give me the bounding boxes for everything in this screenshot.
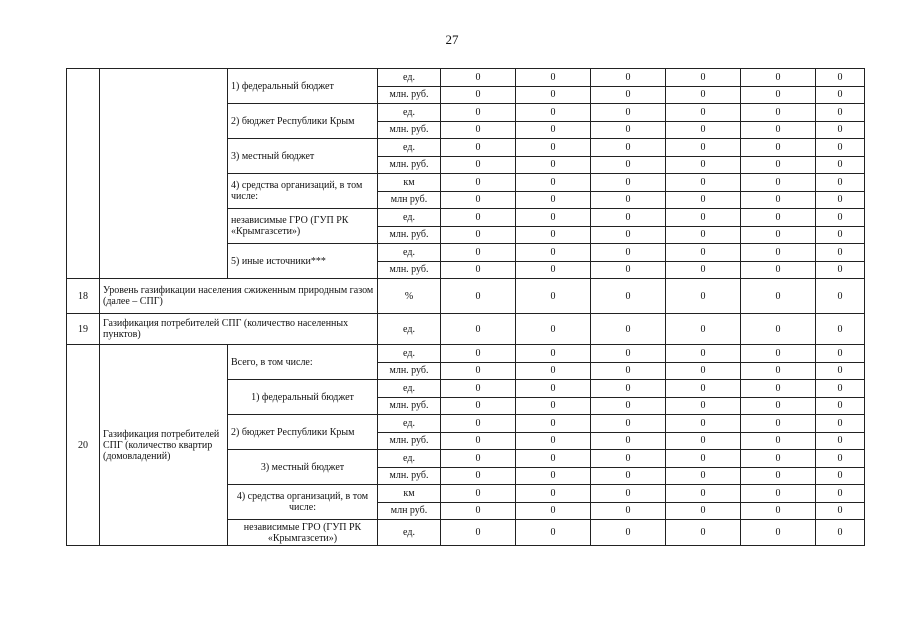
source-label: независимые ГРО (ГУП РК «Крымгазсети») <box>228 209 378 244</box>
value-cell: 0 <box>666 191 741 209</box>
value-cell: 0 <box>816 467 865 485</box>
value-cell: 0 <box>516 226 591 244</box>
value-cell: 0 <box>441 191 516 209</box>
unit-cell: млн. руб. <box>378 226 441 244</box>
value-cell: 0 <box>516 279 591 314</box>
indicator-label: Газификация потребителей СПГ (количество населенных пунктов) <box>100 314 378 345</box>
value-cell: 0 <box>591 345 666 363</box>
value-cell: 0 <box>516 156 591 174</box>
value-cell: 0 <box>741 279 816 314</box>
value-cell: 0 <box>441 209 516 227</box>
value-cell: 0 <box>666 380 741 398</box>
value-cell: 0 <box>516 450 591 468</box>
value-cell: 0 <box>591 261 666 279</box>
value-cell: 0 <box>741 139 816 157</box>
value-cell: 0 <box>666 121 741 139</box>
value-cell: 0 <box>516 432 591 450</box>
source-label: 2) бюджет Республики Крым <box>228 415 378 450</box>
value-cell: 0 <box>441 467 516 485</box>
value-cell: 0 <box>591 415 666 433</box>
value-cell: 0 <box>741 502 816 520</box>
value-cell: 0 <box>516 380 591 398</box>
value-cell: 0 <box>441 279 516 314</box>
value-cell: 0 <box>816 397 865 415</box>
value-cell: 0 <box>666 520 741 546</box>
unit-cell: млн. руб. <box>378 121 441 139</box>
unit-cell: млн. руб. <box>378 467 441 485</box>
value-cell: 0 <box>816 279 865 314</box>
value-cell: 0 <box>516 485 591 503</box>
value-cell: 0 <box>816 415 865 433</box>
value-cell: 0 <box>441 226 516 244</box>
source-label: 5) иные источники*** <box>228 244 378 279</box>
value-cell: 0 <box>666 345 741 363</box>
value-cell: 0 <box>516 139 591 157</box>
value-cell: 0 <box>666 226 741 244</box>
value-cell: 0 <box>816 380 865 398</box>
value-cell: 0 <box>816 69 865 87</box>
value-cell: 0 <box>441 121 516 139</box>
value-cell: 0 <box>441 314 516 345</box>
value-cell: 0 <box>816 121 865 139</box>
value-cell: 0 <box>591 156 666 174</box>
value-cell: 0 <box>441 261 516 279</box>
table-row <box>67 69 865 87</box>
source-label: Всего, в том числе: <box>228 345 378 380</box>
value-cell: 0 <box>516 69 591 87</box>
value-cell: 0 <box>591 520 666 546</box>
unit-cell: ед. <box>378 345 441 363</box>
value-cell: 0 <box>516 209 591 227</box>
row-number-cell: 20 <box>67 345 100 546</box>
value-cell: 0 <box>741 156 816 174</box>
indicator-label: Уровень газификации населения сжиженным природным газом (далее – СПГ) <box>100 279 378 314</box>
value-cell: 0 <box>741 121 816 139</box>
unit-cell: % <box>378 279 441 314</box>
source-label: 4) средства организаций, в том числе: <box>228 485 378 520</box>
unit-cell: млн. руб. <box>378 397 441 415</box>
value-cell: 0 <box>591 104 666 122</box>
value-cell: 0 <box>666 415 741 433</box>
value-cell: 0 <box>441 502 516 520</box>
value-cell: 0 <box>591 432 666 450</box>
unit-cell: ед. <box>378 244 441 262</box>
value-cell: 0 <box>441 520 516 546</box>
value-cell: 0 <box>666 69 741 87</box>
value-cell: 0 <box>816 345 865 363</box>
table-row <box>67 279 865 314</box>
unit-cell: млн. руб. <box>378 362 441 380</box>
source-label: 1) федеральный бюджет <box>228 69 378 104</box>
value-cell: 0 <box>591 362 666 380</box>
value-cell: 0 <box>666 209 741 227</box>
value-cell: 0 <box>816 520 865 546</box>
value-cell: 0 <box>816 502 865 520</box>
value-cell: 0 <box>591 450 666 468</box>
indicator-label: Газификация потребителей СПГ (количество квартир (домовладений) <box>100 345 228 546</box>
value-cell: 0 <box>816 450 865 468</box>
value-cell: 0 <box>816 86 865 104</box>
value-cell: 0 <box>441 244 516 262</box>
indicator-cell <box>100 69 228 279</box>
value-cell: 0 <box>441 362 516 380</box>
value-cell: 0 <box>441 450 516 468</box>
value-cell: 0 <box>516 397 591 415</box>
value-cell: 0 <box>441 174 516 192</box>
value-cell: 0 <box>591 485 666 503</box>
source-label: 3) местный бюджет <box>228 450 378 485</box>
value-cell: 0 <box>516 104 591 122</box>
value-cell: 0 <box>666 314 741 345</box>
value-cell: 0 <box>516 121 591 139</box>
value-cell: 0 <box>741 485 816 503</box>
value-cell: 0 <box>516 261 591 279</box>
unit-cell: ед. <box>378 450 441 468</box>
value-cell: 0 <box>816 432 865 450</box>
value-cell: 0 <box>741 397 816 415</box>
value-cell: 0 <box>741 314 816 345</box>
value-cell: 0 <box>441 380 516 398</box>
unit-cell: ед. <box>378 69 441 87</box>
value-cell: 0 <box>516 345 591 363</box>
unit-cell: млн руб. <box>378 191 441 209</box>
unit-cell: млн. руб. <box>378 432 441 450</box>
page-number: 27 <box>445 32 459 47</box>
value-cell: 0 <box>441 397 516 415</box>
table-row <box>67 314 865 345</box>
value-cell: 0 <box>516 191 591 209</box>
value-cell: 0 <box>816 485 865 503</box>
value-cell: 0 <box>441 485 516 503</box>
unit-cell: ед. <box>378 380 441 398</box>
value-cell: 0 <box>516 86 591 104</box>
source-label: 1) федеральный бюджет <box>228 380 378 415</box>
value-cell: 0 <box>816 261 865 279</box>
value-cell: 0 <box>741 69 816 87</box>
value-cell: 0 <box>741 450 816 468</box>
value-cell: 0 <box>816 244 865 262</box>
value-cell: 0 <box>666 502 741 520</box>
source-label: независимые ГРО (ГУП РК «Крымгазсети») <box>228 520 378 546</box>
value-cell: 0 <box>816 174 865 192</box>
unit-cell: ед. <box>378 139 441 157</box>
unit-cell: млн. руб. <box>378 86 441 104</box>
value-cell: 0 <box>741 191 816 209</box>
source-label: 3) местный бюджет <box>228 139 378 174</box>
value-cell: 0 <box>741 345 816 363</box>
unit-cell: ед. <box>378 520 441 546</box>
value-cell: 0 <box>591 397 666 415</box>
value-cell: 0 <box>816 314 865 345</box>
value-cell: 0 <box>666 261 741 279</box>
value-cell: 0 <box>516 244 591 262</box>
value-cell: 0 <box>741 415 816 433</box>
value-cell: 0 <box>816 362 865 380</box>
value-cell: 0 <box>816 226 865 244</box>
source-label: 2) бюджет Республики Крым <box>228 104 378 139</box>
value-cell: 0 <box>741 467 816 485</box>
value-cell: 0 <box>741 209 816 227</box>
value-cell: 0 <box>591 244 666 262</box>
value-cell: 0 <box>666 244 741 262</box>
value-cell: 0 <box>666 485 741 503</box>
value-cell: 0 <box>741 244 816 262</box>
value-cell: 0 <box>741 226 816 244</box>
value-cell: 0 <box>591 191 666 209</box>
value-cell: 0 <box>666 432 741 450</box>
value-cell: 0 <box>591 209 666 227</box>
table-row <box>67 345 865 363</box>
unit-cell: км <box>378 485 441 503</box>
value-cell: 0 <box>516 314 591 345</box>
value-cell: 0 <box>591 380 666 398</box>
value-cell: 0 <box>516 467 591 485</box>
value-cell: 0 <box>441 104 516 122</box>
value-cell: 0 <box>741 520 816 546</box>
value-cell: 0 <box>666 279 741 314</box>
unit-cell: ед. <box>378 415 441 433</box>
unit-cell: млн руб. <box>378 502 441 520</box>
value-cell: 0 <box>741 86 816 104</box>
row-number-cell: 18 <box>67 279 100 314</box>
value-cell: 0 <box>441 432 516 450</box>
unit-cell: ед. <box>378 209 441 227</box>
value-cell: 0 <box>741 432 816 450</box>
value-cell: 0 <box>591 121 666 139</box>
value-cell: 0 <box>591 86 666 104</box>
value-cell: 0 <box>441 139 516 157</box>
value-cell: 0 <box>591 226 666 244</box>
value-cell: 0 <box>666 139 741 157</box>
value-cell: 0 <box>516 415 591 433</box>
value-cell: 0 <box>591 139 666 157</box>
value-cell: 0 <box>741 362 816 380</box>
value-cell: 0 <box>591 314 666 345</box>
value-cell: 0 <box>741 174 816 192</box>
source-label: 4) средства организаций, в том числе: <box>228 174 378 209</box>
value-cell: 0 <box>666 397 741 415</box>
value-cell: 0 <box>816 156 865 174</box>
value-cell: 0 <box>591 467 666 485</box>
unit-cell: ед. <box>378 314 441 345</box>
value-cell: 0 <box>816 139 865 157</box>
value-cell: 0 <box>516 520 591 546</box>
value-cell: 0 <box>441 69 516 87</box>
value-cell: 0 <box>666 156 741 174</box>
value-cell: 0 <box>666 174 741 192</box>
value-cell: 0 <box>516 502 591 520</box>
value-cell: 0 <box>741 380 816 398</box>
value-cell: 0 <box>666 362 741 380</box>
value-cell: 0 <box>816 209 865 227</box>
unit-cell: ед. <box>378 104 441 122</box>
value-cell: 0 <box>666 86 741 104</box>
value-cell: 0 <box>666 450 741 468</box>
row-number-cell: 19 <box>67 314 100 345</box>
value-cell: 0 <box>441 156 516 174</box>
gasification-table <box>66 68 865 546</box>
value-cell: 0 <box>591 174 666 192</box>
unit-cell: млн. руб. <box>378 261 441 279</box>
value-cell: 0 <box>441 345 516 363</box>
unit-cell: км <box>378 174 441 192</box>
value-cell: 0 <box>666 467 741 485</box>
table-body <box>67 69 865 546</box>
value-cell: 0 <box>516 362 591 380</box>
value-cell: 0 <box>816 104 865 122</box>
value-cell: 0 <box>816 191 865 209</box>
value-cell: 0 <box>441 415 516 433</box>
value-cell: 0 <box>666 104 741 122</box>
value-cell: 0 <box>591 69 666 87</box>
row-number-cell <box>67 69 100 279</box>
value-cell: 0 <box>741 261 816 279</box>
value-cell: 0 <box>591 502 666 520</box>
unit-cell: млн. руб. <box>378 156 441 174</box>
value-cell: 0 <box>591 279 666 314</box>
value-cell: 0 <box>441 86 516 104</box>
value-cell: 0 <box>516 174 591 192</box>
value-cell: 0 <box>741 104 816 122</box>
